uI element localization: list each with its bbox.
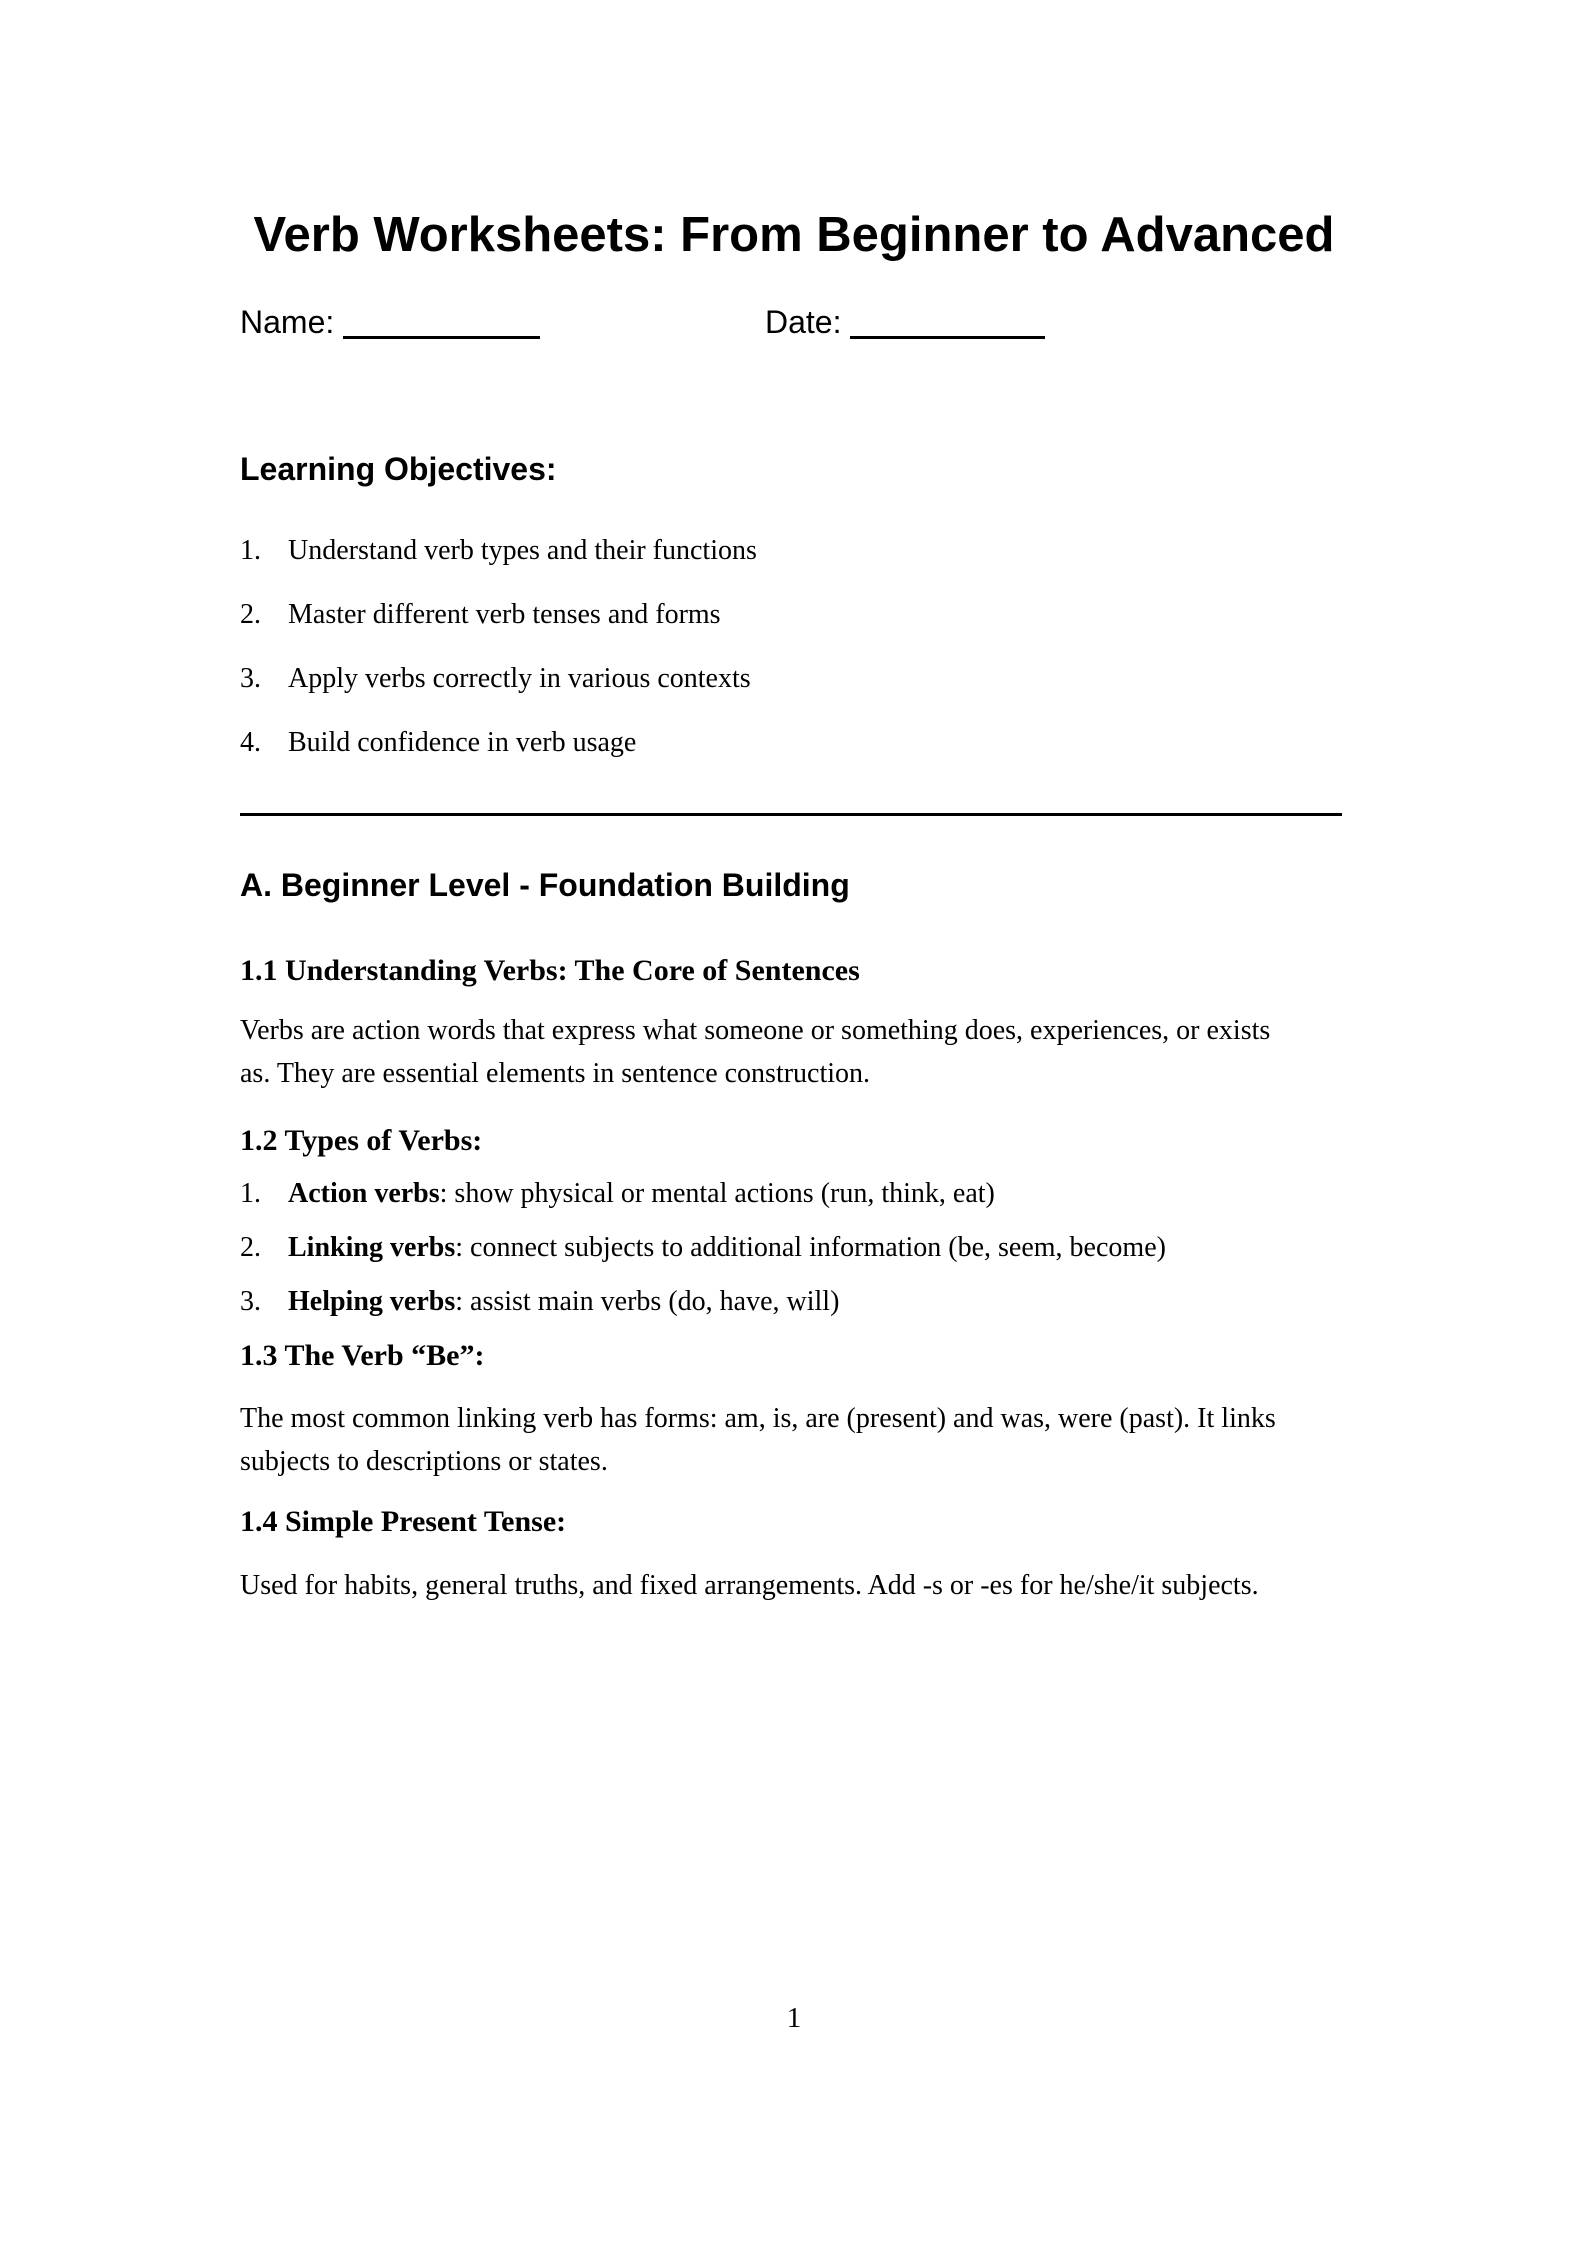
page-title: Verb Worksheets: From Beginner to Advanced — [253, 208, 1335, 262]
item-number: 2. — [240, 1232, 261, 1263]
subsection-1-4-heading: 1.4 Simple Present Tense: — [240, 1505, 567, 1538]
subsection-1-3-heading: 1.3 The Verb “Be”: — [240, 1339, 485, 1372]
item-text: : show physical or mental actions (run, think, eat) — [439, 1178, 995, 1209]
list-item — [240, 657, 1348, 700]
paragraph-line: The most common linking verb has forms: am, is, are (present) and was, were (past). It links — [240, 1403, 1276, 1434]
name-date-row — [240, 303, 1348, 341]
item-term: Linking verbs — [288, 1232, 456, 1263]
paragraph-line: Used for habits, general truths, and fixed arrangements. Add -s or -es for he/she/it subjects. — [240, 1570, 1259, 1601]
date-group — [765, 303, 1045, 341]
horizontal-divider — [240, 813, 1342, 816]
objectives-list — [240, 529, 1348, 785]
item-text: Understand verb types and their functions — [288, 535, 757, 566]
subsection-1-1-paragraph — [240, 1009, 1348, 1095]
list-item — [240, 529, 1348, 572]
section-a-heading: A. Beginner Level - Foundation Building — [240, 867, 850, 903]
name-blank-line — [343, 336, 540, 339]
item-number: 1. — [240, 1178, 261, 1209]
name-label: Name: — [240, 304, 335, 340]
subsection-1-1-heading: 1.1 Understanding Verbs: The Core of Sentences — [240, 954, 860, 987]
item-number: 4. — [240, 727, 261, 758]
subsection-1-2-heading: 1.2 Types of Verbs: — [240, 1124, 483, 1157]
list-item — [240, 1226, 1348, 1269]
subsection-1-3-paragraph — [240, 1397, 1348, 1483]
date-blank-line — [850, 336, 1045, 339]
verb-types-list — [240, 1172, 1348, 1334]
objectives-heading: Learning Objectives: — [240, 451, 557, 487]
paragraph-line: as. They are essential elements in sentence construction. — [240, 1058, 871, 1089]
item-term: Action verbs — [288, 1178, 440, 1209]
item-text: Apply verbs correctly in various contexts — [288, 663, 751, 694]
paragraph-line: subjects to descriptions or states. — [240, 1446, 608, 1477]
item-text: Master different verb tenses and forms — [288, 599, 721, 630]
item-text: : assist main verbs (do, have, will) — [455, 1286, 840, 1317]
paragraph-line: Verbs are action words that express what someone or something does, experiences, or exists — [240, 1015, 1271, 1046]
item-text: : connect subjects to additional information (be, seem, become) — [455, 1232, 1166, 1263]
item-text: Build confidence in verb usage — [288, 727, 637, 758]
date-label: Date: — [765, 304, 842, 340]
page-number: 1 — [786, 2002, 802, 2034]
item-number: 1. — [240, 535, 261, 566]
item-number: 3. — [240, 663, 261, 694]
list-item — [240, 1172, 1348, 1215]
item-number: 3. — [240, 1286, 261, 1317]
item-term: Helping verbs — [288, 1286, 456, 1317]
subsection-1-4-paragraph — [240, 1564, 1348, 1607]
list-item — [240, 1280, 1348, 1323]
list-item — [240, 721, 1348, 764]
item-number: 2. — [240, 599, 261, 630]
list-item — [240, 593, 1348, 636]
